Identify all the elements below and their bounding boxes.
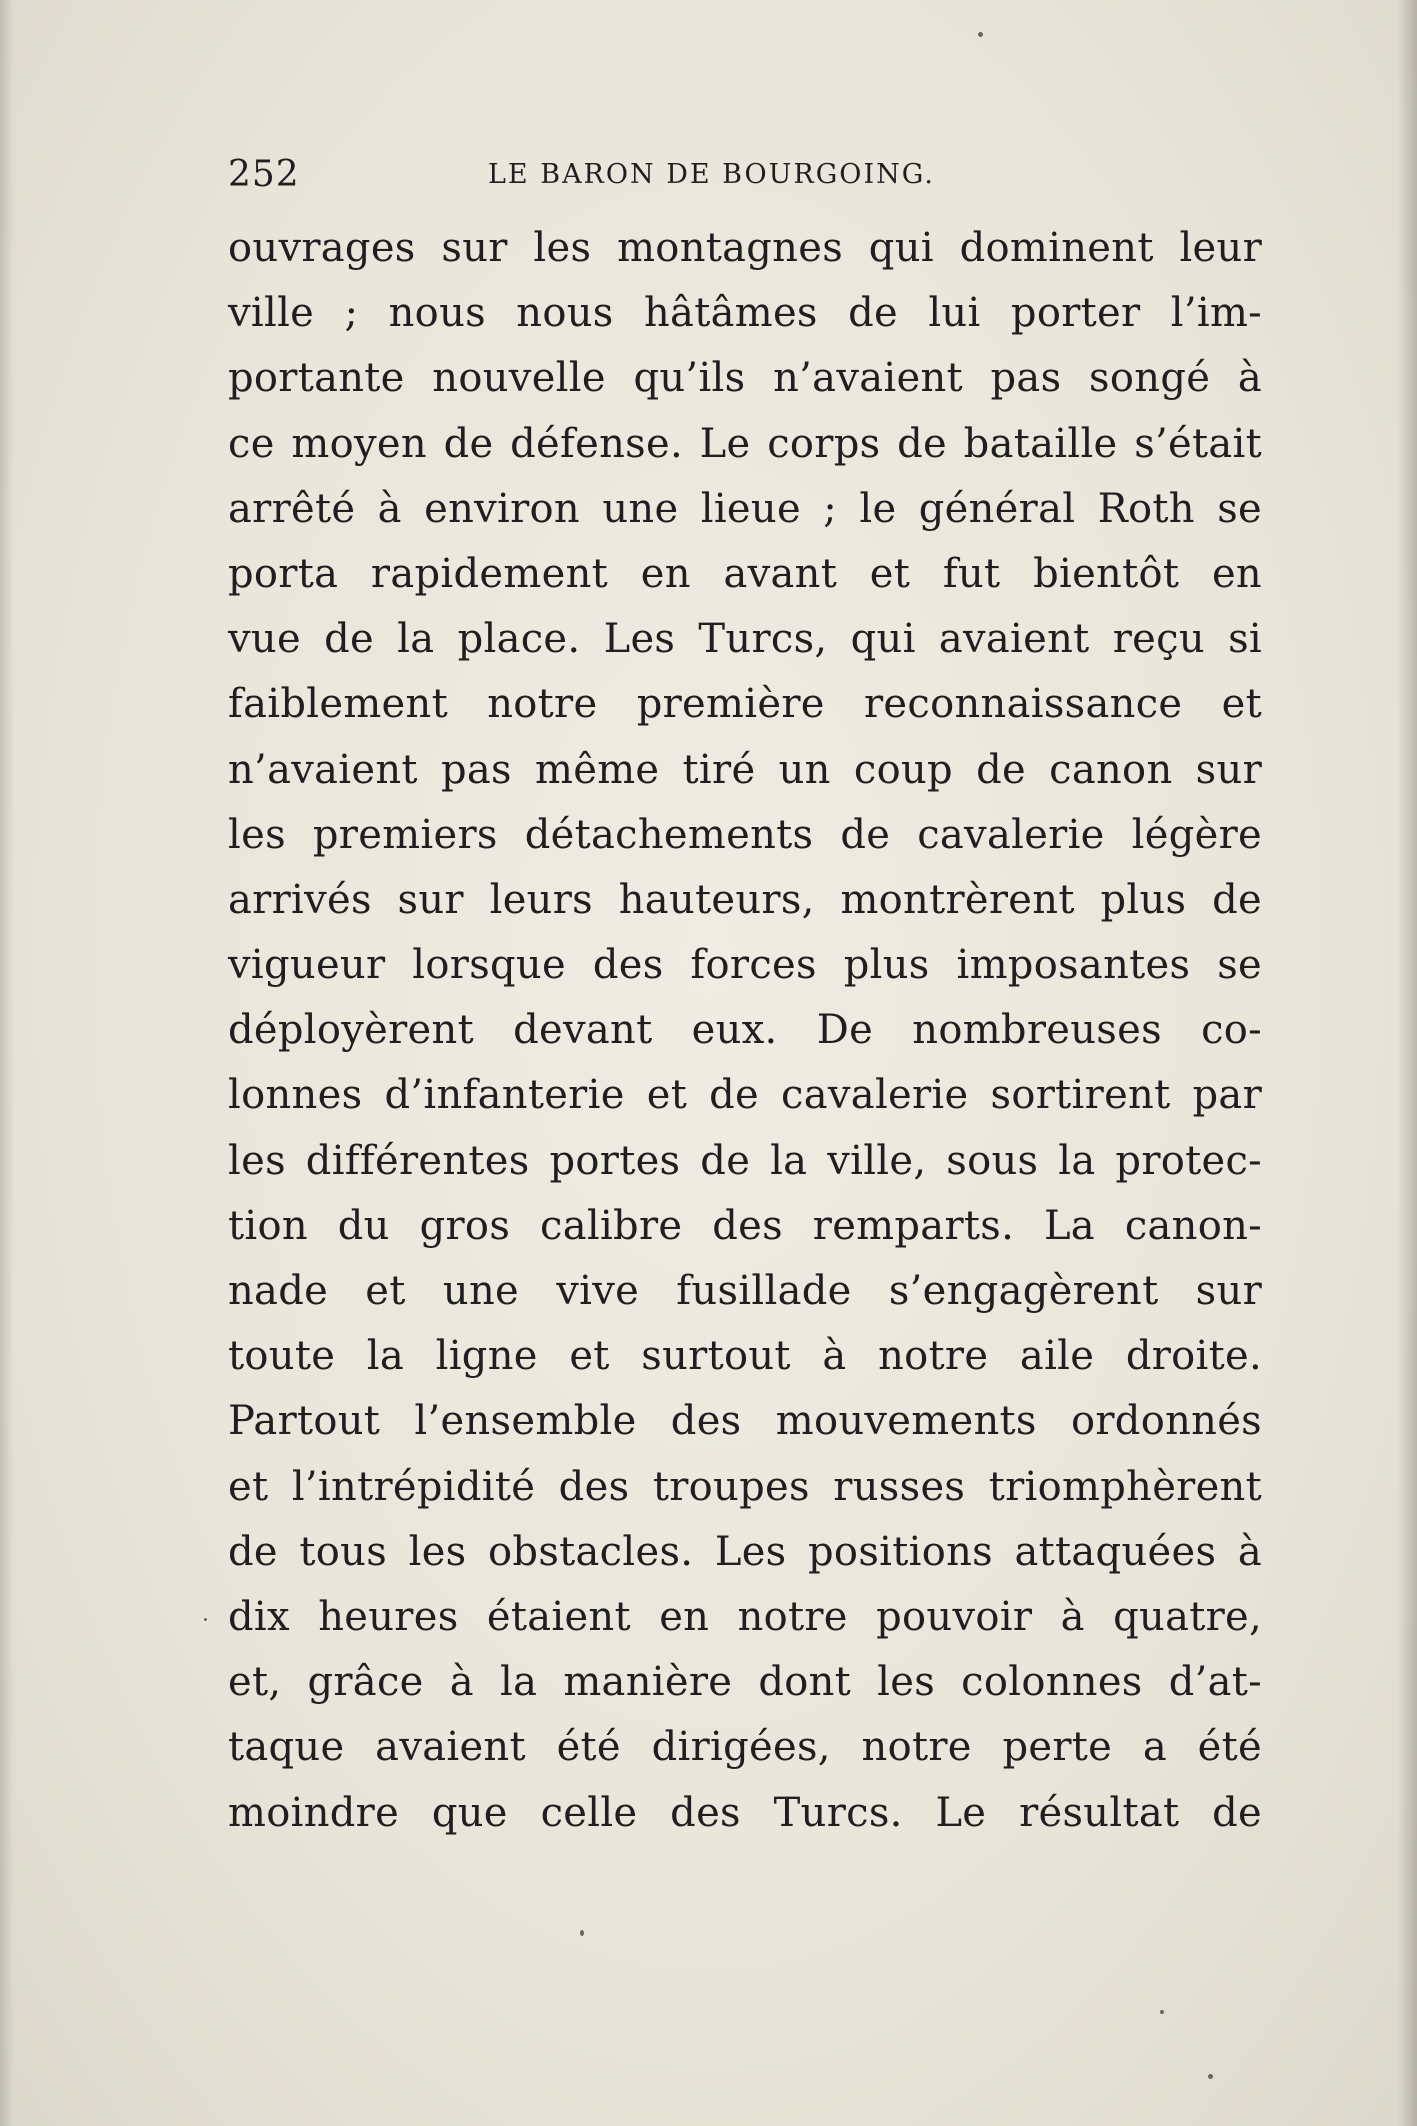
text-line: porta rapidement en avant et fut bientôt en <box>228 550 1262 597</box>
text-line: ce moyen de défense. Le corps de bataille s’était <box>228 420 1262 467</box>
page-header <box>228 150 1262 200</box>
text-line: tion du gros calibre des remparts. La canon- <box>228 1202 1262 1249</box>
text-line: taque avaient été dirigées, notre perte a été <box>228 1724 1262 1771</box>
text-line: dix heures étaient en notre pouvoir à quatre, <box>228 1593 1262 1640</box>
text-line: ville ; nous nous hâtâmes de lui porter l’im- <box>228 290 1262 337</box>
text-line: moindre que celle des Turcs. Le résultat de <box>228 1789 1262 1836</box>
text-line: Partout l’ensemble des mouvements ordonnés <box>228 1398 1262 1445</box>
text-line: lonnes d’infanterie et de cavalerie sortirent par <box>228 1072 1262 1119</box>
text-line: les différentes portes de la ville, sous la protec- <box>228 1137 1262 1184</box>
paper-speck <box>1160 2010 1164 2014</box>
text-line: portante nouvelle qu’ils n’avaient pas songé à <box>228 355 1262 402</box>
text-line: n’avaient pas même tiré un coup de canon sur <box>228 746 1262 793</box>
text-line: les premiers détachements de cavalerie légère <box>228 811 1262 858</box>
text-line: de tous les obstacles. Les positions attaquées à <box>228 1528 1262 1575</box>
text-line: nade et une vive fusillade s’engagèrent sur <box>228 1268 1262 1314</box>
page-number: 252 <box>228 154 300 195</box>
body-text <box>228 216 1262 1846</box>
page-edge-right-shadow <box>1397 0 1417 2126</box>
paper-speck <box>978 32 983 37</box>
text-line: faiblement notre première reconnaissance et <box>228 681 1262 728</box>
text-line: vigueur lorsque des forces plus imposantes se <box>228 942 1262 989</box>
paper-speck <box>580 1930 584 1936</box>
paper-speck <box>1208 2074 1213 2079</box>
text-line: arrêté à environ une lieue ; le général Roth se <box>228 485 1262 532</box>
page-edge-left-shadow <box>0 0 14 2126</box>
text-line: déployèrent devant eux. De nombreuses co- <box>228 1007 1262 1054</box>
running-title: LE BARON DE BOURGOING. <box>488 159 935 190</box>
paper-speck <box>204 1618 207 1621</box>
text-line: et, grâce à la manière dont les colonnes d’at- <box>228 1659 1262 1706</box>
text-line: toute la ligne et surtout à notre aile droite. <box>228 1333 1262 1380</box>
text-line: vue de la place. Les Turcs, qui avaient reçu si <box>228 616 1262 663</box>
text-line: arrivés sur leurs hauteurs, montrèrent plus de <box>228 876 1262 923</box>
text-line: ouvrages sur les montagnes qui dominent leur <box>228 225 1262 271</box>
text-line: et l’intrépidité des troupes russes triomphèrent <box>228 1463 1262 1510</box>
